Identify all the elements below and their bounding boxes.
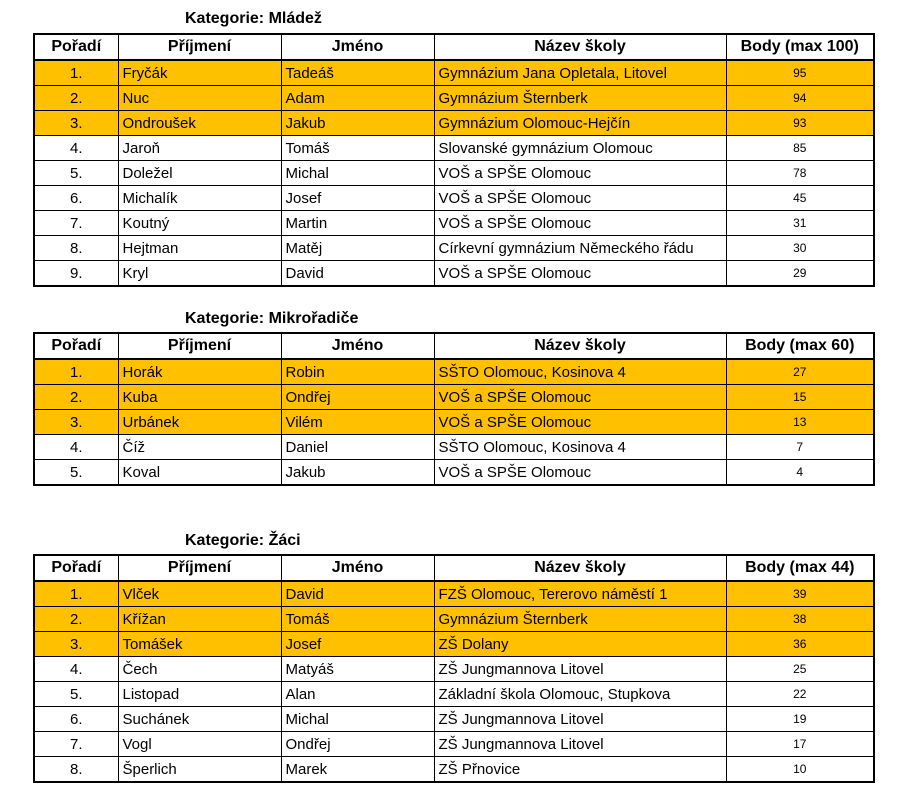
cell-school: ZŠ Jungmannova Litovel xyxy=(434,657,726,682)
table-row xyxy=(34,707,874,732)
cell-first-name: Josef xyxy=(281,632,434,657)
cell-last-name: Doležel xyxy=(118,161,281,186)
cell-first-name: Jakub xyxy=(281,111,434,136)
table-row xyxy=(34,757,874,783)
cell-points: 17 xyxy=(726,732,874,757)
cell-first-name: Matěj xyxy=(281,236,434,261)
cell-first-name: Robin xyxy=(281,359,434,385)
cell-rank: 8. xyxy=(34,236,118,261)
cell-first-name: Martin xyxy=(281,211,434,236)
cell-first-name: Vilém xyxy=(281,410,434,435)
table-row xyxy=(34,682,874,707)
cell-rank: 8. xyxy=(34,757,118,783)
cell-last-name: Koutný xyxy=(118,211,281,236)
table-row xyxy=(34,211,874,236)
cell-first-name: Ondřej xyxy=(281,385,434,410)
cell-school: Gymnázium Olomouc-Hejčín xyxy=(434,111,726,136)
header-first-name: Jméno xyxy=(281,34,434,60)
cell-first-name: Josef xyxy=(281,186,434,211)
header-last-name: Příjmení xyxy=(118,333,281,359)
header-rank: Pořadí xyxy=(34,34,118,60)
table-row xyxy=(34,186,874,211)
cell-points: 39 xyxy=(726,581,874,607)
cell-school: ZŠ Jungmannova Litovel xyxy=(434,707,726,732)
cell-school: Slovanské gymnázium Olomouc xyxy=(434,136,726,161)
cell-rank: 6. xyxy=(34,186,118,211)
cell-last-name: Vogl xyxy=(118,732,281,757)
cell-last-name: Vlček xyxy=(118,581,281,607)
cell-points: 7 xyxy=(726,435,874,460)
cell-school: VOŠ a SPŠE Olomouc xyxy=(434,161,726,186)
cell-rank: 4. xyxy=(34,136,118,161)
cell-points: 4 xyxy=(726,460,874,486)
cell-points: 45 xyxy=(726,186,874,211)
header-points: Body (max 60) xyxy=(726,333,874,359)
table-row xyxy=(34,581,874,607)
cell-school: SŠTO Olomouc, Kosinova 4 xyxy=(434,435,726,460)
cell-rank: 5. xyxy=(34,161,118,186)
results-table xyxy=(33,33,875,287)
cell-school: Základní škola Olomouc, Stupkova xyxy=(434,682,726,707)
cell-points: 27 xyxy=(726,359,874,385)
cell-rank: 4. xyxy=(34,435,118,460)
table-row xyxy=(34,385,874,410)
cell-rank: 5. xyxy=(34,682,118,707)
cell-school: FZŠ Olomouc, Tererovo náměstí 1 xyxy=(434,581,726,607)
table-row xyxy=(34,460,874,486)
cell-school: ZŠ Dolany xyxy=(434,632,726,657)
cell-points: 15 xyxy=(726,385,874,410)
cell-school: Gymnázium Jana Opletala, Litovel xyxy=(434,60,726,86)
cell-last-name: Kryl xyxy=(118,261,281,287)
header-last-name: Příjmení xyxy=(118,34,281,60)
cell-rank: 4. xyxy=(34,657,118,682)
cell-school: Gymnázium Šternberk xyxy=(434,86,726,111)
table-row xyxy=(34,732,874,757)
cell-last-name: Hejtman xyxy=(118,236,281,261)
cell-points: 10 xyxy=(726,757,874,783)
cell-last-name: Horák xyxy=(118,359,281,385)
cell-points: 85 xyxy=(726,136,874,161)
cell-school: Gymnázium Šternberk xyxy=(434,607,726,632)
table-row xyxy=(34,435,874,460)
cell-points: 29 xyxy=(726,261,874,287)
cell-school: VOŠ a SPŠE Olomouc xyxy=(434,211,726,236)
cell-rank: 2. xyxy=(34,607,118,632)
cell-points: 13 xyxy=(726,410,874,435)
cell-points: 78 xyxy=(726,161,874,186)
results-table xyxy=(33,332,875,486)
category-title: Kategorie: Mikrořadiče xyxy=(185,310,359,327)
cell-rank: 3. xyxy=(34,111,118,136)
cell-rank: 7. xyxy=(34,732,118,757)
category-title: Kategorie: Mládež xyxy=(185,10,322,27)
cell-school: ZŠ Přnovice xyxy=(434,757,726,783)
header-row xyxy=(34,333,874,359)
table-row xyxy=(34,136,874,161)
cell-last-name: Tomášek xyxy=(118,632,281,657)
header-rank: Pořadí xyxy=(34,555,118,581)
cell-points: 31 xyxy=(726,211,874,236)
table-row xyxy=(34,657,874,682)
table-row xyxy=(34,607,874,632)
cell-last-name: Urbánek xyxy=(118,410,281,435)
cell-rank: 1. xyxy=(34,60,118,86)
cell-first-name: Daniel xyxy=(281,435,434,460)
table-row xyxy=(34,161,874,186)
table-row xyxy=(34,261,874,287)
table-row xyxy=(34,632,874,657)
cell-first-name: Adam xyxy=(281,86,434,111)
cell-last-name: Listopad xyxy=(118,682,281,707)
cell-last-name: Ondroušek xyxy=(118,111,281,136)
cell-rank: 1. xyxy=(34,581,118,607)
header-points: Body (max 100) xyxy=(726,34,874,60)
cell-school: VOŠ a SPŠE Olomouc xyxy=(434,385,726,410)
cell-rank: 7. xyxy=(34,211,118,236)
cell-school: Církevní gymnázium Německého řádu xyxy=(434,236,726,261)
cell-first-name: David xyxy=(281,581,434,607)
cell-points: 30 xyxy=(726,236,874,261)
cell-first-name: Tomáš xyxy=(281,607,434,632)
header-school: Název školy xyxy=(434,34,726,60)
cell-points: 38 xyxy=(726,607,874,632)
cell-first-name: Marek xyxy=(281,757,434,783)
cell-last-name: Fryčák xyxy=(118,60,281,86)
header-last-name: Příjmení xyxy=(118,555,281,581)
cell-rank: 1. xyxy=(34,359,118,385)
cell-points: 95 xyxy=(726,60,874,86)
cell-school: VOŠ a SPŠE Olomouc xyxy=(434,186,726,211)
cell-points: 19 xyxy=(726,707,874,732)
cell-rank: 5. xyxy=(34,460,118,486)
cell-points: 22 xyxy=(726,682,874,707)
cell-last-name: Jaroň xyxy=(118,136,281,161)
cell-first-name: Michal xyxy=(281,161,434,186)
cell-rank: 9. xyxy=(34,261,118,287)
cell-last-name: Nuc xyxy=(118,86,281,111)
header-rank: Pořadí xyxy=(34,333,118,359)
cell-last-name: Michalík xyxy=(118,186,281,211)
cell-last-name: Koval xyxy=(118,460,281,486)
table-row xyxy=(34,111,874,136)
cell-first-name: Michal xyxy=(281,707,434,732)
header-first-name: Jméno xyxy=(281,555,434,581)
cell-school: SŠTO Olomouc, Kosinova 4 xyxy=(434,359,726,385)
cell-rank: 3. xyxy=(34,410,118,435)
cell-first-name: Ondřej xyxy=(281,732,434,757)
cell-last-name: Čech xyxy=(118,657,281,682)
table-row xyxy=(34,86,874,111)
cell-last-name: Kuba xyxy=(118,385,281,410)
cell-rank: 6. xyxy=(34,707,118,732)
header-school: Název školy xyxy=(434,333,726,359)
cell-last-name: Křížan xyxy=(118,607,281,632)
cell-first-name: Tadeáš xyxy=(281,60,434,86)
header-school: Název školy xyxy=(434,555,726,581)
cell-last-name: Suchánek xyxy=(118,707,281,732)
cell-school: VOŠ a SPŠE Olomouc xyxy=(434,410,726,435)
results-table xyxy=(33,554,875,783)
table-row xyxy=(34,410,874,435)
cell-first-name: Matyáš xyxy=(281,657,434,682)
cell-school: ZŠ Jungmannova Litovel xyxy=(434,732,726,757)
cell-last-name: Číž xyxy=(118,435,281,460)
cell-rank: 2. xyxy=(34,385,118,410)
category-title: Kategorie: Žáci xyxy=(185,532,301,549)
cell-first-name: David xyxy=(281,261,434,287)
cell-points: 93 xyxy=(726,111,874,136)
cell-first-name: Jakub xyxy=(281,460,434,486)
cell-points: 94 xyxy=(726,86,874,111)
cell-first-name: Alan xyxy=(281,682,434,707)
cell-rank: 2. xyxy=(34,86,118,111)
cell-rank: 3. xyxy=(34,632,118,657)
header-row xyxy=(34,555,874,581)
table-row xyxy=(34,236,874,261)
cell-school: VOŠ a SPŠE Olomouc xyxy=(434,460,726,486)
cell-points: 25 xyxy=(726,657,874,682)
cell-points: 36 xyxy=(726,632,874,657)
cell-first-name: Tomáš xyxy=(281,136,434,161)
header-row xyxy=(34,34,874,60)
table-row xyxy=(34,60,874,86)
cell-school: VOŠ a SPŠE Olomouc xyxy=(434,261,726,287)
table-row xyxy=(34,359,874,385)
cell-last-name: Šperlich xyxy=(118,757,281,783)
header-points: Body (max 44) xyxy=(726,555,874,581)
header-first-name: Jméno xyxy=(281,333,434,359)
